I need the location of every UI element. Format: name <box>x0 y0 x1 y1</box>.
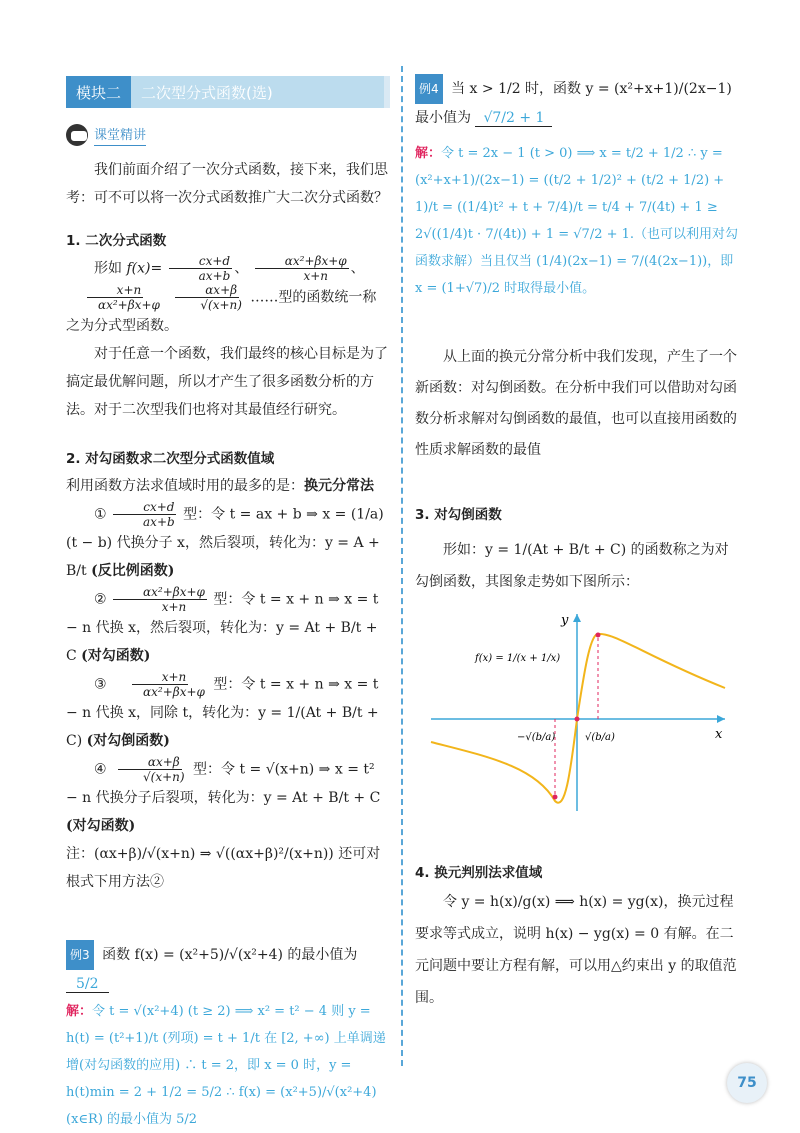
section-1-form: 形如 f(x)= $\frac{cx+d}{ax+b}$ 、 $\frac{\text{αx²+βx+φ}}{x+n}$ 、 $\frac{x+n}{\text{αx²+βx+φ}}$ $\frac{\alpha x+\beta}{√(x+n)}$ ……型的函数统一称之为分式型函数。 <box>66 254 377 334</box>
case-4-tag: (对勾函数) <box>66 818 136 834</box>
module-title: 二次型分式函数(选) <box>131 76 390 108</box>
y-axis-arrow-icon <box>573 614 581 622</box>
section-4-title: 4. 换元判别法求值域 <box>415 865 543 881</box>
section-1-title: 1. 二次分式函数 <box>66 233 167 249</box>
section-3-title: 3. 对勾倒函数 <box>415 507 502 523</box>
section-2-lead <box>66 472 390 500</box>
case-4-text: 型：令 t = √(x+n) ⇒ x = t² − n 代换分子后裂项，转化为：y = At + B/t + C <box>66 761 381 806</box>
max-point <box>596 633 601 638</box>
tick-positive: √(b/a) <box>585 732 615 743</box>
left-column <box>66 60 390 1133</box>
example-3-solution <box>66 998 390 1133</box>
case-2: ② $\frac{\text{αx²+βx+φ}}{x+n}$ 型：令 t = x + n ⇒ x = t − n 代换 x，然后裂项，转化为：y = At + B/t + C (对勾函数) <box>66 585 379 664</box>
page-number-badge: 75 <box>727 1063 767 1103</box>
example-4-solution <box>415 140 741 302</box>
module-tag: 模块二 <box>66 76 131 108</box>
x-axis-arrow-icon <box>717 715 725 723</box>
example-4-tag: 例4 <box>415 74 443 104</box>
case-2-text: 型：令 t = x + n ⇒ x = t − n 代换 x，然后裂项，转化为：y = At + B/t + C <box>66 591 379 664</box>
lead-text: 利用函数方法求值域时用的最多的是： <box>66 478 304 494</box>
min-point <box>553 795 558 800</box>
form-suffix: ……型的函数统一称之为分式型函数。 <box>66 289 377 334</box>
ketang-header <box>66 124 390 146</box>
example-4-sol-text: 令 t = 2x − 1 (t > 0) ⟹ x = t/2 + 1/2 ∴ y = (x²+x+1)/(2x−1) = ((t/2 + 1/2)² + (t/2 + 1/2) + 1)/t = ((1/4)t² + t + 7/4)/t = t/4 + 7/(4t) + 1 ≥ 2√((1/4)t · 7/(4t)) + 1 = √7/2 + 1.（也可以利用对勾函数求解）当且仅当 (1/4)(2x−1) = 7/(4(2x−1))，即 x = (1+√7)/2 时取得最小值。 <box>415 146 739 296</box>
origin-point <box>575 717 580 722</box>
example-4-sol-label: 解： <box>415 146 442 161</box>
case-4: ④ $\frac{\alpha x+\beta}{√(x+n)}$ 型：令 t = √(x+n) ⇒ x = t² − n 代换分子后裂项，转化为：y = At + B/t + C (对勾函数) <box>66 755 381 834</box>
example-3-text: 函数 f(x) = (x²+5)/√(x²+4) 的最小值为 <box>102 947 358 963</box>
intro-paragraph: 我们前面介绍了一次分式函数，接下来，我们思考：可不可以将一次分式函数推广大二次分式函数？ <box>66 162 388 206</box>
ketang-label: 课堂精讲 <box>94 124 146 146</box>
lead-method: 换元分常法 <box>304 478 374 494</box>
section-3-text: 形如：y = 1/(At + B/t + C) 的函数称之为对勾倒函数，其图象走势如下图所示： <box>415 542 729 590</box>
example-3-sol-label: 解： <box>66 1004 93 1019</box>
example-4-question <box>415 74 741 132</box>
case-3: ③ $\frac{x+n}{\text{αx²+βx+φ}}$ 型：令 t = x + n ⇒ x = t − n 代换 x，同除 t，转化为：y = 1/(At + B/t + C) (对勾倒函数) <box>66 670 379 749</box>
form-prefix: 形如 <box>94 260 122 277</box>
section-4-text: 令 y = h(x)/g(x) ⟹ h(x) = yg(x)，换元过程要求等式成立，说明 h(x) − yg(x) = 0 有解。在二元问题中要让方程有解，可以用△约束出 y 的取值范围。 <box>415 894 737 1006</box>
graph-function-label: f(x) = 1/(x + 1/x) <box>475 653 561 664</box>
example-3-tag: 例3 <box>66 940 94 970</box>
case-1: ① $\frac{cx+d}{ax+b}$ 型：令 t = ax + b ⇒ x = (1/a)(t − b) 代换分子 x，然后裂项，转化为：y = A + B/t (反比例函数) <box>66 500 384 579</box>
example-4-text: 当 x > 1/2 时，函数 y = (x²+x+1)/(2x−1) 最小值为 <box>415 81 732 126</box>
module-header <box>66 76 390 108</box>
example-3-question <box>66 940 390 998</box>
transition-paragraph: 从上面的换元分常分析中我们发现，产生了一个新函数：对勾倒函数。在分析中我们可以借助对勾函数分析求解对勾倒函数的最值，也可以直接用函数的性质求解函数的最值 <box>415 349 737 458</box>
case-1-tag: (反比例函数) <box>91 563 175 579</box>
section-2-title: 2. 对勾函数求二次型分式函数值域 <box>66 451 275 467</box>
section-1-paragraph: 对于任意一个函数，我们最终的核心目标是为了搞定最优解问题，所以才产生了很多函数分析的方法。对于二次型我们也将对其最值经行研究。 <box>66 346 388 418</box>
reciprocal-hook-graph <box>415 606 741 826</box>
column-divider <box>401 66 403 1066</box>
y-axis-label: y <box>561 613 569 628</box>
example-4-answer: √7/2 + 1 <box>475 110 552 127</box>
case-3-tag: (对勾倒函数) <box>86 733 170 749</box>
tick-negative: −√(b/a) <box>517 732 556 743</box>
example-3-answer: 5/2 <box>66 976 109 993</box>
x-axis-label: x <box>715 727 723 742</box>
case-1-text: 型：令 t = ax + b ⇒ x = (1/a)(t − b) 代换分子 x，然后裂项，转化为：y = A + B/t <box>66 506 384 579</box>
example-3-sol-text: 令 t = √(x²+4) (t ≥ 2) ⟹ x² = t² − 4 则 y = h(t) = (t²+1)/t (列项) = t + 1/t 在 [2, +∞) 上单调递增(对勾函数的应用) ∴ t = 2，即 x = 0 时，y = h(t)min = 2 + 1/2 = 5/2 ∴ f(x) = (x²+5)/√(x²+4) (x∈R) 的最小值为 5/2 <box>66 1004 386 1127</box>
case-3-text: 型：令 t = x + n ⇒ x = t − n 代换 x，同除 t，转化为：y = 1/(At + B/t + C) <box>66 676 379 749</box>
right-column <box>415 60 741 1014</box>
case-2-tag: (对勾函数) <box>81 648 151 664</box>
note: 注：(αx+β)/√(x+n) ⇒ √((αx+β)²/(x+n)) 还可对根式下用方法② <box>66 846 381 890</box>
teacher-avatar-icon <box>66 124 88 146</box>
